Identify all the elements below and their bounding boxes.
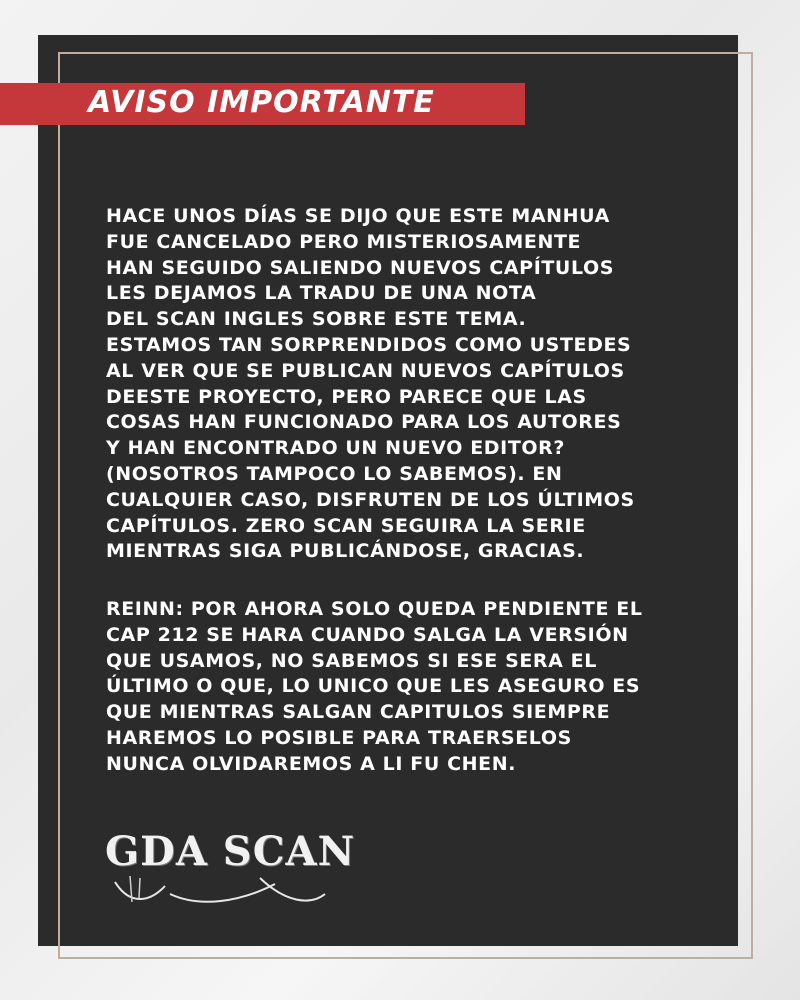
text-line: REINN: POR AHORA SOLO QUEDA PENDIENTE EL bbox=[106, 598, 643, 620]
text-line: CAPÍTULOS. ZERO SCAN SEGUIRA LA SERIE bbox=[106, 514, 586, 537]
text-line: CAP 212 SE HARA CUANDO SALGA LA VERSIÓN bbox=[106, 623, 629, 646]
text-line: FUE CANCELADO PERO MISTERIOSAMENTE bbox=[106, 230, 582, 253]
text-line: ÚLTIMO O QUE, LO UNICO QUE LES ASEGURO ES bbox=[106, 675, 641, 698]
notice-paragraph-2 bbox=[106, 597, 706, 778]
text-line: LES DEJAMOS LA TRADU DE UNA NOTA bbox=[106, 282, 537, 305]
text-line: MIENTRAS SIGA PUBLICÁNDOSE, GRACIAS. bbox=[106, 540, 585, 563]
text-line: CUALQUIER CASO, DISFRUTEN DE LOS ÚLTIMOS bbox=[106, 488, 635, 511]
text-line: QUE MIENTRAS SALGAN CAPITULOS SIEMPRE bbox=[106, 701, 611, 724]
text-line: (NOSOTROS TAMPOCO LO SABEMOS). EN bbox=[106, 462, 563, 485]
text-line: HACE UNOS DÍAS SE DIJO QUE ESTE MANHUA bbox=[106, 205, 610, 227]
text-line: HAN SEGUIDO SALIENDO NUEVOS CAPÍTULOS bbox=[106, 256, 615, 279]
text-line: ESTAMOS TAN SORPRENDIDOS COMO USTEDES bbox=[106, 333, 632, 356]
logo-swash-icon bbox=[110, 872, 330, 910]
text-line: Y HAN ENCONTRADO UN NUEVO EDITOR? bbox=[106, 437, 565, 460]
notice-paragraph-1 bbox=[106, 204, 706, 565]
text-line: AL VER QUE SE PUBLICAN NUEVOS CAPÍTULOS bbox=[106, 359, 625, 382]
text-line: QUE USAMOS, NO SABEMOS SI ESE SERA EL bbox=[106, 649, 597, 672]
text-line: DEL SCAN INGLES SOBRE ESTE TEMA. bbox=[106, 308, 527, 331]
text-line: DEESTE PROYECTO, PERO PARECE QUE LAS bbox=[106, 385, 587, 408]
text-line: NUNCA OLVIDAREMOS A LI FU CHEN. bbox=[106, 752, 517, 775]
notice-title: AVISO IMPORTANTE bbox=[88, 85, 435, 120]
text-line: COSAS HAN FUNCIONADO PARA LOS AUTORES bbox=[106, 411, 622, 434]
gda-scan-logo: GDA SCAN bbox=[105, 828, 356, 875]
text-line: HAREMOS LO POSIBLE PARA TRAERSELOS bbox=[106, 726, 572, 749]
